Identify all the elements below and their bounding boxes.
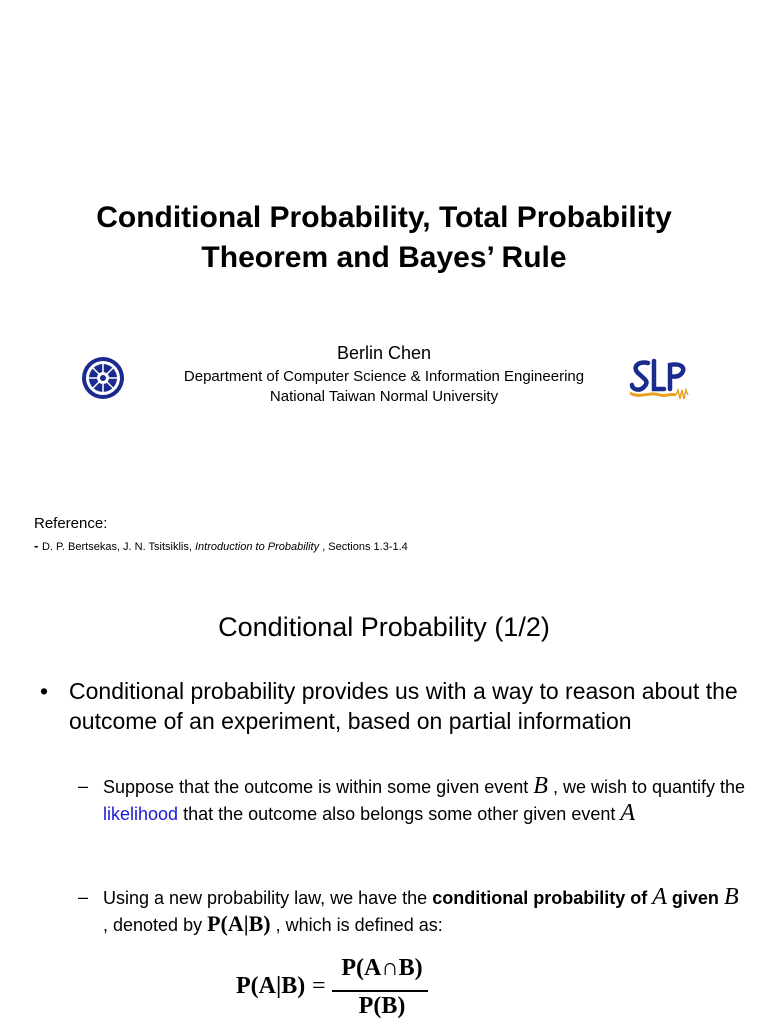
slp-lab-logo-icon xyxy=(626,355,694,405)
reference-book-title: Introduction to Probability xyxy=(194,541,320,553)
formula-denominator: P(B) xyxy=(358,993,406,1019)
bullet-symbol: • xyxy=(40,678,49,704)
sub1-text-b: , we wish to quantify the xyxy=(552,777,746,797)
reference-label: Reference: xyxy=(34,515,108,532)
formula-fraction-bar xyxy=(332,990,428,992)
formula-numerator: P(A∩B) xyxy=(341,955,423,981)
sub2-text-a: Using a new probability law, we have the xyxy=(103,888,428,908)
given-term: given xyxy=(671,888,719,908)
event-a-symbol: A xyxy=(620,800,636,826)
sub-bullet-1-dash: – xyxy=(78,776,89,796)
reference-sections: , Sections 1.3-1.4 xyxy=(322,541,408,553)
sub1-text-a: Suppose that the outcome is within some given event xyxy=(103,777,529,797)
sub-bullet-1-text xyxy=(103,773,748,827)
conditional-probability-term: conditional probability of xyxy=(432,888,648,908)
university-name: National Taiwan Normal University xyxy=(269,388,499,405)
formula-lhs: P(A|B) xyxy=(236,973,306,999)
sub-bullet-2-dash: – xyxy=(78,887,89,907)
likelihood-highlight: likelihood xyxy=(103,804,179,824)
sub2-text-c: , which is defined as: xyxy=(275,915,443,935)
sub1-text-c: that the outcome also belongs some other given event xyxy=(183,804,616,824)
conditional-notation: P(A|B) xyxy=(207,911,271,936)
title-line-2: Theorem and Bayes’ Rule xyxy=(201,241,567,274)
reference-authors: D. P. Bertsekas, J. N. Tsitsiklis, xyxy=(41,541,192,553)
author-name: Berlin Chen xyxy=(336,343,432,363)
reference-entry xyxy=(34,538,408,553)
sub2-text-b: , denoted by xyxy=(103,915,203,935)
formula-equals: = xyxy=(312,973,326,999)
reference-dash: - xyxy=(34,538,42,553)
conditional-probability-formula xyxy=(236,955,436,1025)
slide-title xyxy=(0,198,768,278)
department-name: Department of Computer Science & Information Engineering xyxy=(183,368,585,385)
sub-bullet-2-text xyxy=(103,884,748,938)
sub2-event-a: A xyxy=(652,884,667,910)
event-b-symbol: B xyxy=(533,773,548,799)
title-line-1: Conditional Probability, Total Probability xyxy=(96,201,672,234)
bullet-text: Conditional probability provides us with a way to reason about the outcome of an experiment, based on partial information xyxy=(69,678,738,734)
slide2-title: Conditional Probability (1/2) xyxy=(218,612,550,642)
sub2-event-b: B xyxy=(723,884,739,910)
